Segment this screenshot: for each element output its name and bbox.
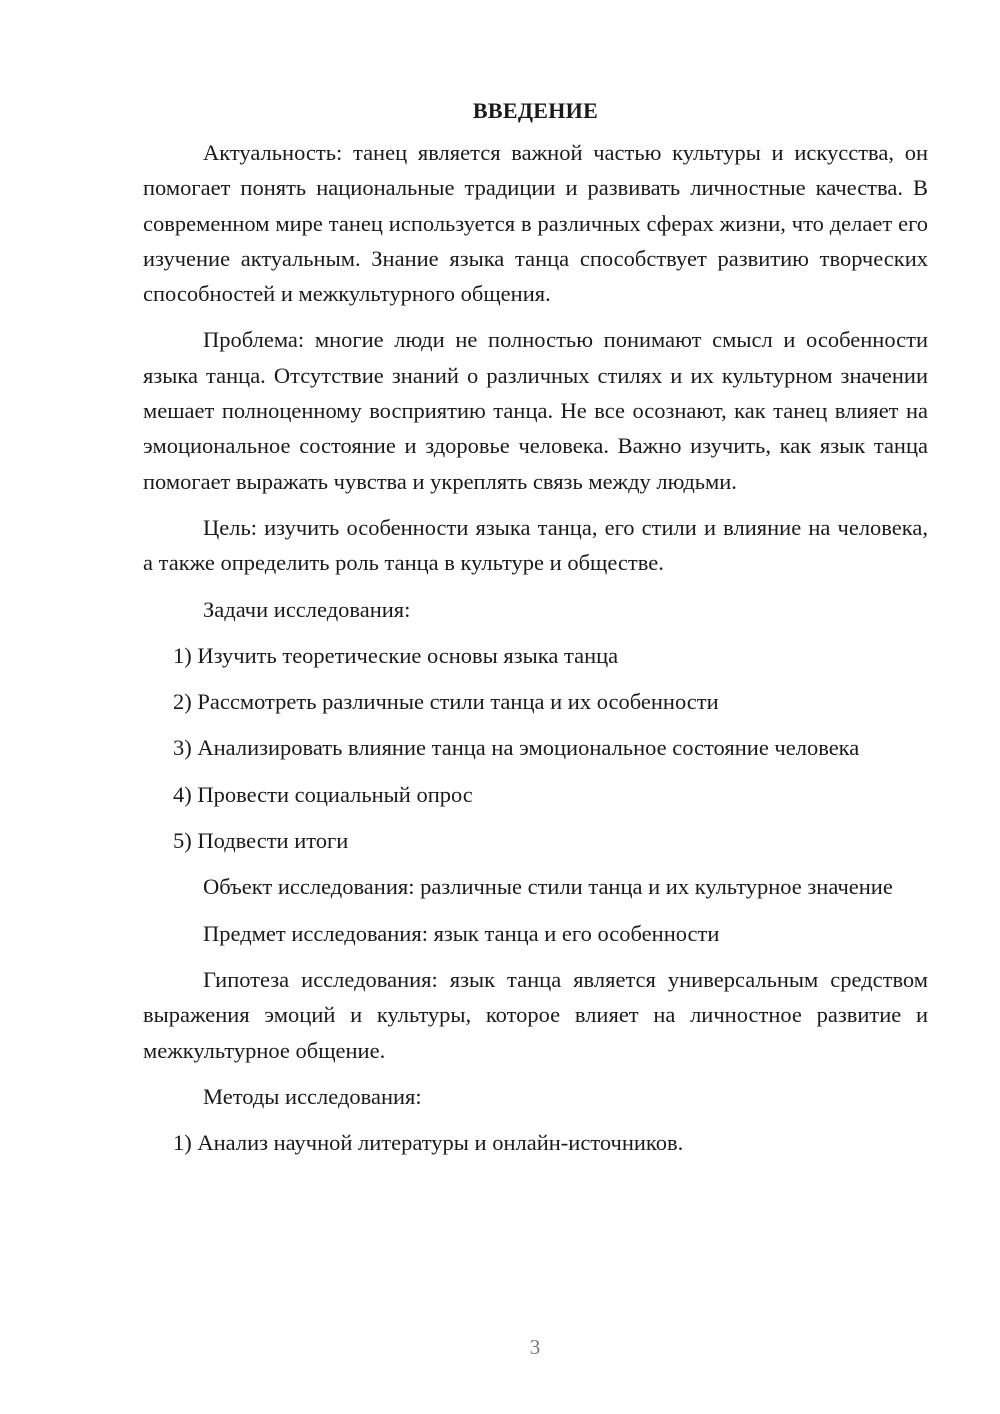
goal-paragraph: Цель: изучить особенности языка танца, его стили и влияние на человека, а также определить роль танца в культуре и обществе. [143, 514, 928, 576]
object-paragraph: Объект исследования: различные стили танца и их культурное значение [203, 874, 893, 900]
hypothesis-paragraph: Гипотеза исследования: язык танца является универсальным средством выражения эмоций и культуры, которое влияет на личностное развитие и межкультурное общение. [143, 966, 928, 1063]
task-item-5: 5) Подвести итоги [173, 828, 349, 854]
page-content [143, 97, 928, 1171]
tasks-heading: Задачи исследования: [203, 596, 411, 622]
problem-paragraph: Проблема: многие люди не полностью понимают смысл и особенности языка танца. Отсутствие знаний о различных стилях и их культурном значении мешает полноценному восприятию танца. Не все осознают, как танец влияет на эмоциональное состояние и здоровье человека. Важно изучить, как язык танца помогает выражать чувства и укреплять связь между людьми. [143, 327, 928, 494]
task-item-2: 2) Рассмотреть различные стили танца и их особенности [173, 689, 719, 715]
methods-heading: Методы исследования: [203, 1083, 422, 1109]
page-number: 3 [529, 1335, 541, 1359]
relevance-paragraph: Актуальность: танец является важной частью культуры и искусства, он помогает понять национальные традиции и развивать личностные качества. В современном мире танец используется в различных сферах жизни, что делает его изучение актуальным. Знание языка танца способствует развитию творческих способностей и межкультурного общения. [143, 140, 928, 307]
task-item-3: 3) Анализировать влияние танца на эмоциональное состояние человека [173, 735, 860, 761]
task-item-1: 1) Изучить теоретические основы языка танца [173, 642, 619, 668]
page-title: ВВЕДЕНИЕ [472, 98, 599, 123]
method-item-1: 1) Анализ научной литературы и онлайн-источников. [173, 1130, 684, 1156]
task-item-4: 4) Провести социальный опрос [173, 781, 473, 807]
subject-paragraph: Предмет исследования: язык танца и его особенности [203, 920, 720, 946]
